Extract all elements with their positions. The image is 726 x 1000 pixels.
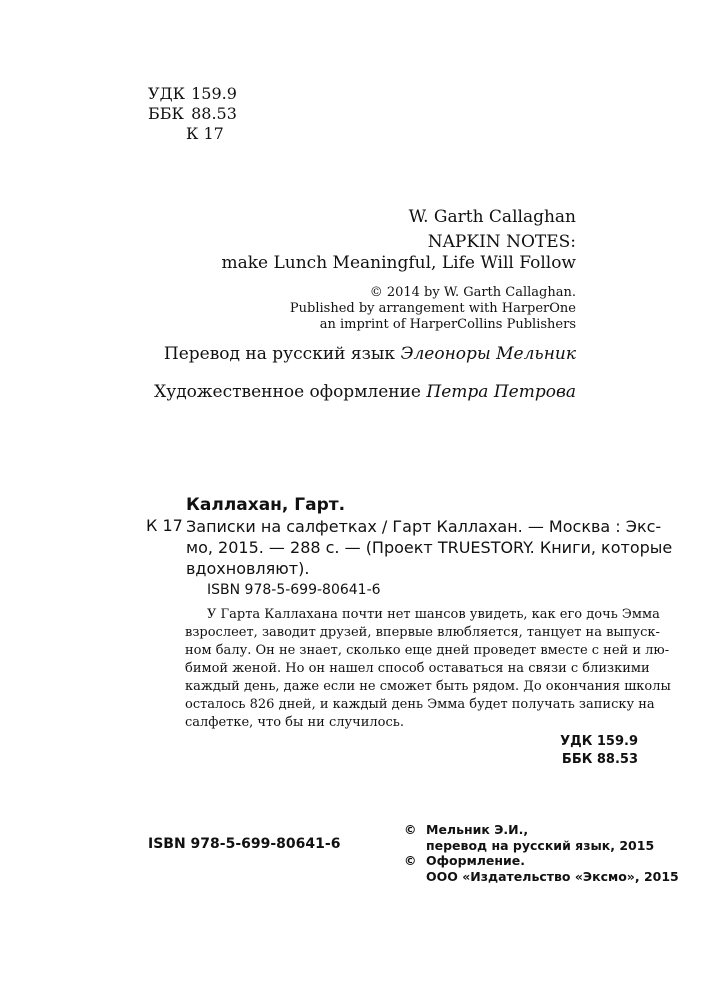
bib-code: К 17: [146, 516, 183, 535]
annotation: [185, 606, 671, 732]
copyright-line-1: © 2014 by W. Garth Callaghan.: [369, 285, 576, 300]
annotation-line: каждый день, даже если не сможет быть рядом. До окончания школы: [185, 679, 671, 694]
author-mark: К 17: [186, 124, 224, 143]
footer-isbn: ISBN 978-5-699-80641-6: [148, 836, 341, 852]
udk-line: [148, 84, 237, 104]
bib-isbn: ISBN 978-5-699-80641-6: [207, 582, 381, 598]
annotation-line: бимой женой. Но он нашел способ оставаться на связи с близкими: [185, 661, 650, 676]
udk-value: 159.9: [191, 84, 237, 103]
annotation-line: салфетке, что бы ни случилось.: [185, 715, 404, 730]
annotation-line: взрослеет, заводит друзей, впервые влюбляется, танцует на выпуск-: [185, 625, 660, 640]
designer-credit: [150, 382, 576, 402]
copyright-line-2: Published by arrangement with HarperOne: [289, 301, 576, 316]
translator-copy-line1: Мельник Э.И.,: [426, 822, 529, 837]
designer-prefix: Художественное оформление: [154, 382, 427, 402]
bib-description-line: мо, 2015. — 288 с. — (Проект TRUESTORY. Книги, которые: [186, 538, 673, 557]
bib-author-heading: Каллахан, Гарт.: [186, 495, 346, 515]
bbk-line: [148, 104, 237, 124]
design-copyright: [404, 853, 679, 869]
copyright-line-3: an imprint of HarperCollins Publishers: [319, 317, 576, 332]
design-copy-line2: ООО «Издательство «Эксмо», 2015: [426, 868, 679, 884]
bib-description-line: Записки на салфетках / Гарт Каллахан. — Москва : Экс-: [186, 517, 662, 536]
original-author: W. Garth Callaghan: [408, 207, 576, 227]
annotation-line: осталось 826 дней, и каждый день Эмма будет получать записку на: [185, 697, 655, 712]
translator-copy-line2: перевод на русский язык, 2015: [426, 837, 655, 853]
translator-credit: [150, 344, 576, 364]
original-title-line1: NAPKIN NOTES:: [427, 232, 576, 252]
bib-udk: УДК 159.9: [560, 734, 638, 749]
bib-description: [186, 516, 673, 579]
copyright-symbol: ©: [404, 853, 417, 868]
annotation-line: ном балу. Он не знает, сколько еще дней проведет вместе с ней и лю-: [185, 643, 670, 658]
copyright-block: [404, 822, 679, 884]
annotation-line: У Гарта Каллахана почти нет шансов увидеть, как его дочь Эмма: [207, 607, 660, 622]
bbk-label: ББК: [148, 104, 184, 123]
bbk-value: 88.53: [191, 104, 237, 123]
original-title-line2: make Lunch Meaningful, Life Will Follow: [221, 253, 576, 273]
udk-label: УДК: [148, 84, 185, 103]
designer-name: Петра Петрова: [426, 382, 576, 402]
translator-copyright: [404, 822, 679, 838]
copyright-symbol: ©: [404, 822, 417, 837]
translator-name: Элеоноры Мельник: [400, 344, 576, 364]
design-copy-line1: Оформление.: [426, 853, 526, 868]
bib-description-line: вдохновляют).: [186, 559, 310, 578]
bib-bbk: ББК 88.53: [561, 752, 638, 767]
translator-prefix: Перевод на русский язык: [163, 344, 401, 364]
